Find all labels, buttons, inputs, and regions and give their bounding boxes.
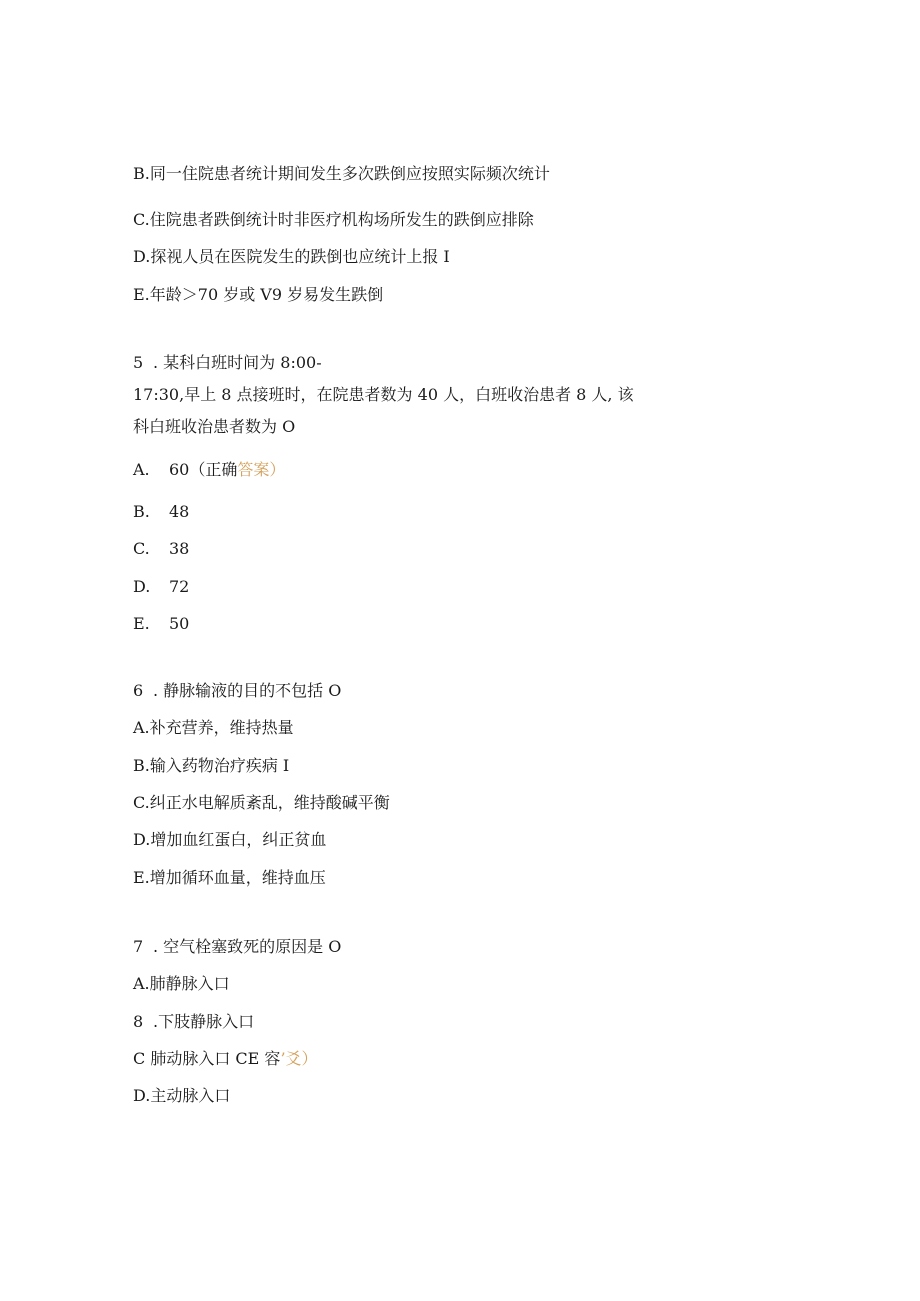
q7-line8-text: .下肢静脉入口 [153, 1012, 255, 1031]
q4-option-d: D.探视人员在医院发生的跌倒也应统计上报 I [133, 247, 450, 266]
q6-option-e: E.增加循环血量，维持血压 [133, 868, 326, 887]
q5-option-d-letter: D. [133, 577, 151, 596]
q5-option-e [133, 614, 189, 634]
q7-option-c-note: ’爻） [280, 1049, 318, 1068]
q5-stem-line2: 17:30,早上 8 点接班时，在院患者数为 40 人，白班收治患者 8 人, 该 [133, 385, 634, 404]
q5-option-d [133, 577, 189, 597]
q5-option-b-letter: B. [133, 502, 150, 521]
q5-option-b [133, 502, 189, 522]
q6-option-b: B.输入药物治疗疾病 I [133, 756, 290, 775]
q5-option-c-text: 38 [169, 539, 190, 558]
q5-option-d-text: 72 [169, 577, 190, 596]
q5-option-e-text: 50 [169, 614, 190, 633]
q7-line8-number: 8 [133, 1012, 144, 1031]
q4-option-c: C.住院患者跌倒统计时非医疗机构场所发生的跌倒应排除 [133, 210, 534, 229]
q6-option-d: D.增加血红蛋白，纠正贫血 [133, 830, 327, 849]
q7-stem [133, 937, 341, 957]
q5-option-c [133, 539, 189, 559]
q6-option-c: C.纠正水电解质紊乱，维持酸碱平衡 [133, 793, 390, 812]
q5-number: 5 [133, 353, 144, 372]
q5-option-a-text: 60（正确 [169, 460, 238, 479]
q5-stem-line1 [133, 353, 322, 373]
q5-option-a [133, 460, 285, 480]
q7-option-c [133, 1049, 318, 1069]
q7-option-a: A.肺静脉入口 [133, 974, 230, 993]
q5-stem-line3: 科白班收治患者数为 O [133, 417, 296, 436]
q5-option-e-letter: E. [133, 614, 150, 633]
q5-stem-text1: . 某科白班时间为 8:00- [153, 353, 322, 372]
q6-stem-text: . 静脉输液的目的不包括 O [153, 681, 342, 700]
q7-option-c-text: C 肺动脉入口 CE 容 [133, 1049, 281, 1068]
q7-stem-text: . 空气栓塞致死的原因是 O [153, 937, 342, 956]
q5-option-c-letter: C. [133, 539, 150, 558]
q6-number: 6 [133, 681, 144, 700]
q5-option-a-letter: A. [133, 460, 150, 479]
q4-option-b: B.同一住院患者统计期间发生多次跌倒应按照实际频次统计 [133, 164, 550, 183]
q7-option-d: D.主动脉入口 [133, 1086, 231, 1105]
q6-stem [133, 681, 341, 701]
q5-option-a-note: 答案） [237, 460, 286, 479]
q4-option-e: E.年龄＞70 岁或 V9 岁易发生跌倒 [133, 285, 384, 304]
q5-option-b-text: 48 [169, 502, 190, 521]
q7-number: 7 [133, 937, 144, 956]
q7-line8 [133, 1012, 254, 1032]
q6-option-a: A.补充营养，维持热量 [133, 718, 294, 737]
